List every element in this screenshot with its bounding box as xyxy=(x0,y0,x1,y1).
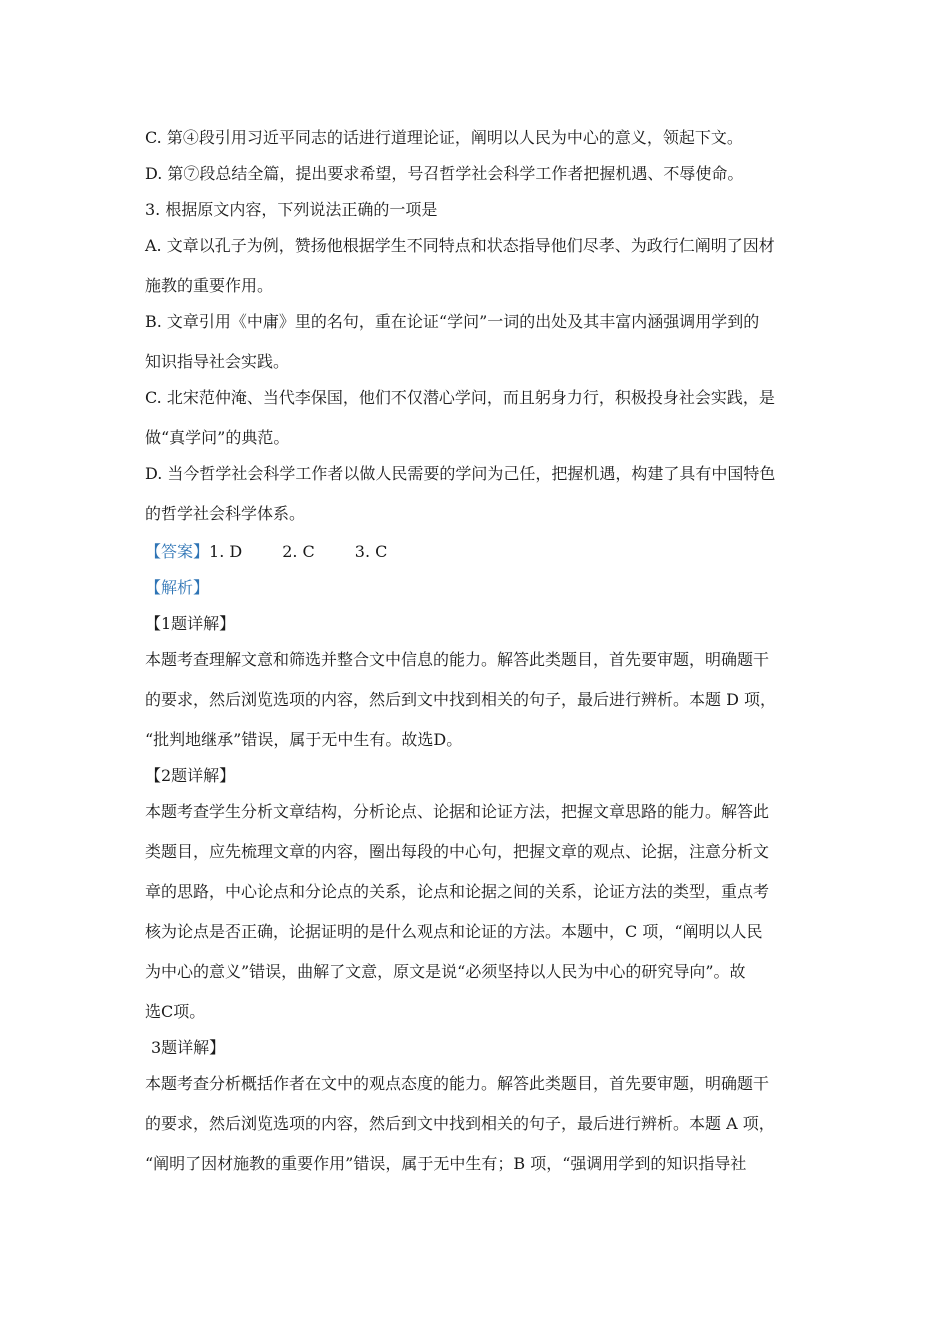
answer-item-2: 2. C xyxy=(282,542,315,561)
q3-detail-line1: 本题考查分析概括作者在文中的观点态度的能力。解答此类题目，首先要审题，明确题干 xyxy=(145,1074,770,1093)
q3-detail-line3: “阐明了因材施教的重要作用”错误，属于无中生有；B 项，“强调用学到的知识指导社 xyxy=(145,1154,747,1173)
q2-detail-header: 【2题详解】 xyxy=(145,766,236,785)
q3-option-c-line2: 做“真学问”的典范。 xyxy=(145,428,290,447)
q1-detail-header: 【1题详解】 xyxy=(145,614,236,633)
q1-detail-line1: 本题考查理解文意和筛选并整合文中信息的能力。解答此类题目，首先要审题，明确题干 xyxy=(145,650,770,669)
q3-option-b-line1: B. 文章引用《中庸》里的名句，重在论证“学问”一词的出处及其丰富内涵强调用学到的 xyxy=(145,312,760,331)
q2-detail-line1: 本题考查学生分析文章结构，分析论点、论据和论证方法，把握文章思路的能力。解答此 xyxy=(145,802,770,821)
q3-detail-header: 3题详解】 xyxy=(151,1038,226,1057)
q3-stem: 3. 根据原文内容，下列说法正确的一项是 xyxy=(145,200,438,219)
q2-detail-line2: 类题目，应先梳理文章的内容，圈出每段的中心句，把握文章的观点、论据，注意分析文 xyxy=(145,842,770,861)
q3-option-a-line1: A. 文章以孔子为例，赞扬他根据学生不同特点和状态指导他们尽孝、为政行仁阐明了因材 xyxy=(145,236,775,255)
q3-option-d-line1: D. 当今哲学社会科学工作者以做人民需要的学问为己任，把握机遇，构建了具有中国特色 xyxy=(145,464,776,483)
answer-line xyxy=(145,542,427,562)
analysis-label: 【解析】 xyxy=(145,578,210,597)
q2-detail-line6: 选C项。 xyxy=(145,1002,206,1021)
q2-detail-line3: 章的思路，中心论点和分论点的关系，论点和论据之间的关系，论证方法的类型，重点考 xyxy=(145,882,770,901)
q2-detail-line4: 核为论点是否正确，论据证明的是什么观点和论证的方法。本题中，C 项，“阐明以人民 xyxy=(145,922,763,941)
answer-item-1: 1. D xyxy=(209,542,243,561)
q1-detail-line2: 的要求，然后浏览选项的内容，然后到文中找到相关的句子，最后进行辨析。本题 D 项， xyxy=(145,690,777,709)
q3-option-d-line2: 的哲学社会科学体系。 xyxy=(145,504,306,523)
answer-label: 【答案】 xyxy=(145,542,210,561)
q2-option-d: D. 第⑦段总结全篇，提出要求希望，号召哲学社会科学工作者把握机遇、不辱使命。 xyxy=(145,164,744,183)
q3-option-b-line2: 知识指导社会实践。 xyxy=(145,352,290,371)
q2-detail-line5: 为中心的意义”错误，曲解了文意，原文是说“必须坚持以人民为中心的研究导向”。故 xyxy=(145,962,746,981)
answer-item-3: 3. C xyxy=(354,542,388,561)
q1-detail-line3: “批判地继承”错误，属于无中生有。故选D。 xyxy=(145,730,463,749)
q3-detail-line2: 的要求，然后浏览选项的内容，然后到文中找到相关的句子，最后进行辨析。本题 A 项， xyxy=(145,1114,775,1133)
q3-option-c-line1: C. 北宋范仲淹、当代李保国，他们不仅潜心学问，而且躬身力行，积极投身社会实践，是 xyxy=(145,388,775,407)
q3-option-a-line2: 施教的重要作用。 xyxy=(145,276,274,295)
q2-option-c: C. 第④段引用习近平同志的话进行道理论证，阐明以人民为中心的意义，领起下文。 xyxy=(145,128,743,147)
